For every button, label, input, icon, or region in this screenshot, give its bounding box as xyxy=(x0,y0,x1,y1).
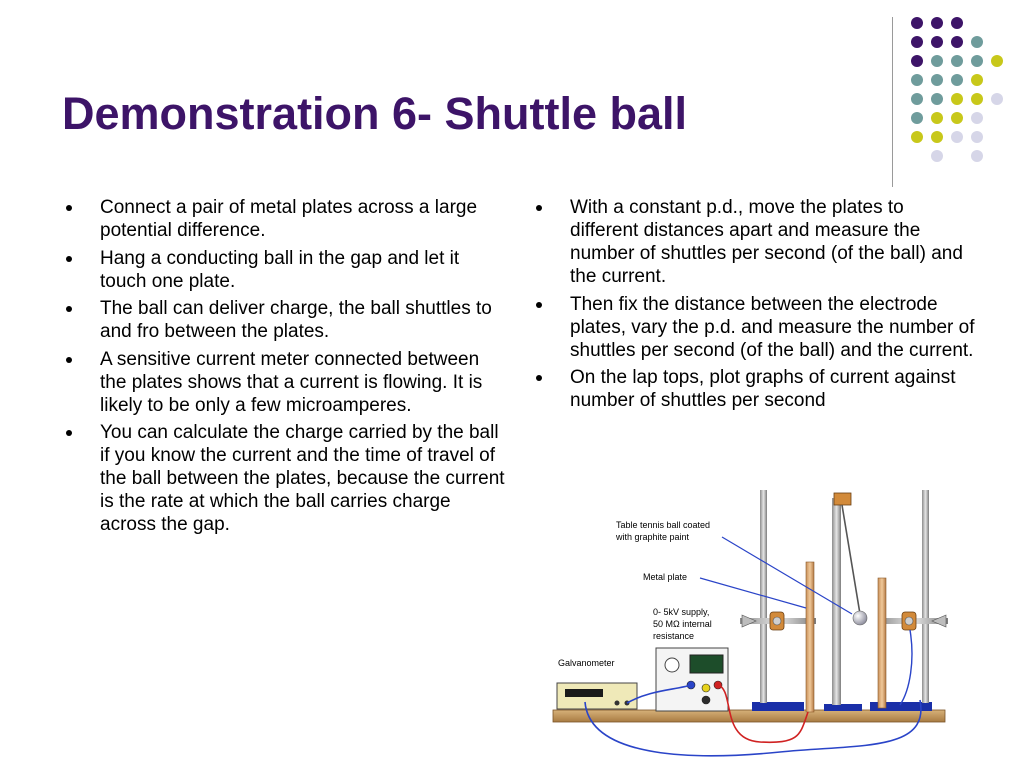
bullet-item: A sensitive current meter connected between the plates shows that a current is flowing. It is likely to be only a few microamperes. xyxy=(65,348,505,417)
label-supply-line1: 0- 5kV supply, xyxy=(653,607,710,617)
slide-title: Demonstration 6- Shuttle ball xyxy=(62,88,688,139)
clamp-screw xyxy=(773,617,781,625)
supply-display xyxy=(690,655,723,673)
shuttle-ball-apparatus-diagram xyxy=(540,487,960,762)
blue-wire xyxy=(900,630,912,705)
ping-pong-ball xyxy=(853,611,867,625)
left-bullet-list xyxy=(65,196,505,541)
metal-plate xyxy=(878,578,886,708)
clamp-screw xyxy=(905,617,913,625)
stand-base xyxy=(824,704,862,711)
bullet-item: Then fix the distance between the electrode plates, vary the p.d. and measure the number of shuttles per second (of the ball) and the current. xyxy=(535,293,975,362)
clamp-jaw xyxy=(742,615,756,627)
stand-base xyxy=(752,702,804,711)
label-ball-line1: Table tennis ball coated xyxy=(616,520,711,530)
pointer-line xyxy=(700,578,806,608)
galvanometer-display xyxy=(565,689,603,697)
label-supply-line2: 50 MΩ internal xyxy=(653,619,712,629)
pendulum-clamp xyxy=(834,493,851,505)
supply-knob xyxy=(665,658,679,672)
bullet-item: The ball can deliver charge, the ball shuttles to and fro between the plates. xyxy=(65,297,505,343)
decorative-divider xyxy=(892,17,893,187)
bullet-item: On the lap tops, plot graphs of current against number of shuttles per second xyxy=(535,366,975,412)
right-bullet-list xyxy=(535,196,975,484)
bullet-item: You can calculate the charge carried by the ball if you know the current and the time of travel of the ball between the plates, because the current is the rate at which the ball carries charge across the gap. xyxy=(65,421,505,536)
metal-plate xyxy=(806,562,814,712)
galvanometer-terminal xyxy=(615,701,620,706)
retort-rod xyxy=(922,490,929,703)
supply-terminal xyxy=(702,696,710,704)
retort-rod xyxy=(832,498,841,705)
clamp-jaw xyxy=(932,615,946,627)
wooden-bench xyxy=(553,710,945,722)
label-ball-line2: with graphite paint xyxy=(616,532,690,542)
bullet-item: Hang a conducting ball in the gap and let it touch one plate. xyxy=(65,247,505,293)
supply-terminal xyxy=(702,684,710,692)
label-galvanometer: Galvanometer xyxy=(558,658,615,668)
bullet-item: With a constant p.d., move the plates to different distances apart and measure the number of shuttles per second (of the ball) and the current. xyxy=(535,196,975,288)
bullet-item: Connect a pair of metal plates across a large potential difference. xyxy=(65,196,505,242)
label-metal-plate: Metal plate xyxy=(643,572,688,582)
label-supply-line3: resistance xyxy=(653,631,695,641)
pendulum-thread xyxy=(842,505,860,614)
